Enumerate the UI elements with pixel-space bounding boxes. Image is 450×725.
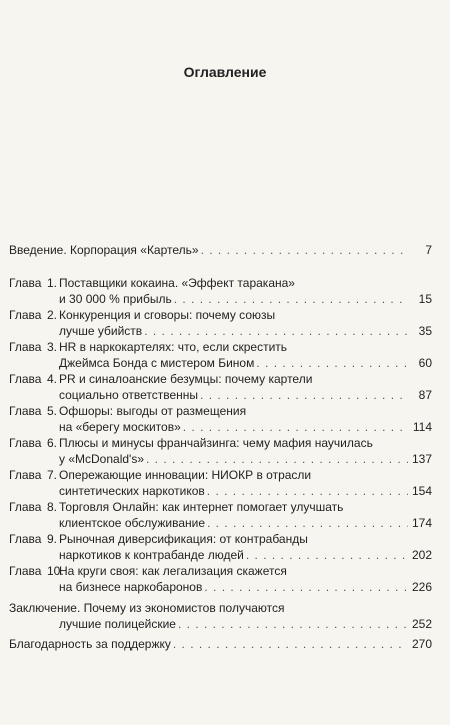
chapter-number: 3.: [47, 340, 58, 354]
chapter-word: Глава: [9, 340, 42, 354]
chapter-word: Глава: [9, 500, 42, 514]
toc-entry-chapter-1: [9, 275, 432, 307]
chapter-title-line1: Конкуренция и сговоры: почему союзы: [59, 308, 276, 322]
intro-page: 7: [425, 243, 432, 257]
toc-entry-chapter-10: [9, 563, 432, 595]
intro-title: Введение. Корпорация «Картель»: [9, 243, 199, 257]
chapter-word: Глава: [9, 276, 42, 290]
chapter-title-line2: наркотиков к контрабанде людей: [59, 548, 244, 562]
toc-entry-chapter-4: [9, 371, 432, 403]
chapter-title-line2: и 30 000 % прибыль: [59, 292, 172, 306]
chapter-title-line1: Поставщики кокаина. «Эффект таракана»: [59, 276, 295, 290]
acknowledgements-title: Благодарность за поддержку: [9, 637, 171, 651]
chapter-number: 1.: [47, 276, 58, 290]
dot-leader: [146, 451, 408, 467]
dot-leader: [204, 579, 408, 595]
chapter-title-line1: Торговля Онлайн: как интернет помогает улучшать: [59, 500, 344, 514]
chapter-word: Глава: [9, 436, 42, 450]
chapter-number: 5.: [47, 404, 58, 418]
dot-leader: [173, 636, 408, 652]
chapter-page: 15: [418, 292, 432, 306]
dot-leader: [200, 387, 408, 403]
chapter-title-line2: у «McDonald's»: [59, 452, 144, 466]
dot-leader: [144, 323, 408, 339]
chapter-number: 10.: [47, 564, 64, 578]
chapter-page: 174: [411, 516, 432, 530]
dot-leader: [246, 547, 408, 563]
dot-leader: [174, 291, 408, 307]
chapter-title-line1: PR и синалоанские безумцы: почему картели: [59, 372, 313, 386]
chapter-word: Глава: [9, 532, 42, 546]
toc-entry-chapter-7: [9, 467, 432, 499]
chapter-title-line2: на «берегу москитов»: [59, 420, 181, 434]
chapter-page: 226: [411, 580, 432, 594]
chapter-title-line1: Офшоры: выгоды от размещения: [59, 404, 247, 418]
chapter-title-line1: Опережающие инновации: НИОКР в отрасли: [59, 468, 312, 482]
chapter-title-line1: На круги своя: как легализация скажется: [59, 564, 287, 578]
dot-leader: [201, 242, 408, 258]
toc-entry-acknowledgements: [9, 636, 432, 652]
conclusion-page: 252: [411, 617, 432, 631]
chapter-title-line2: на бизнесе наркобаронов: [59, 580, 203, 594]
dot-leader: [207, 515, 408, 531]
toc-entry-conclusion: [9, 600, 432, 632]
toc-entry-chapter-6: [9, 435, 432, 467]
chapter-page: 154: [411, 484, 432, 498]
chapter-page: 114: [412, 420, 432, 434]
chapter-number: 9.: [47, 532, 58, 546]
chapter-page: 202: [411, 548, 432, 562]
page-title: Оглавление: [183, 64, 267, 80]
toc-entry-chapter-3: [9, 339, 432, 371]
chapter-page: 35: [418, 324, 432, 338]
toc-entry-chapter-8: [9, 499, 432, 531]
chapter-number: 4.: [47, 372, 58, 386]
chapter-word: Глава: [9, 308, 42, 322]
chapter-title-line2: социально ответственны: [59, 388, 199, 402]
conclusion-title-line2: лучшие полицейские: [59, 617, 176, 631]
chapter-title-line2: клиентское обслуживание: [59, 516, 206, 530]
chapter-number: 7.: [47, 468, 58, 482]
chapter-title-line1: Рыночная диверсификация: от контрабанды: [59, 532, 308, 546]
chapter-word: Глава: [9, 404, 42, 418]
chapter-title-line2: лучше убийств: [59, 324, 143, 338]
chapter-page: 87: [418, 388, 432, 402]
chapter-page: 60: [418, 356, 432, 370]
toc-entry-chapter-9: [9, 531, 432, 563]
dot-leader: [207, 483, 408, 499]
dot-leader: [178, 616, 408, 632]
chapter-number: 8.: [47, 500, 58, 514]
toc-entry-chapter-5: [9, 403, 432, 435]
chapter-word: Глава: [9, 564, 42, 578]
chapter-number: 2.: [47, 308, 58, 322]
chapter-page: 137: [411, 452, 432, 466]
dot-leader: [256, 355, 408, 371]
chapter-title-line1: Плюсы и минусы франчайзинга: чему мафия научилась: [59, 436, 373, 450]
conclusion-title-line1: Заключение. Почему из экономистов получаются: [9, 601, 285, 615]
dot-leader: [183, 419, 408, 435]
chapter-title-line2: Джеймса Бонда с мистером Бином: [59, 356, 255, 370]
chapter-title-line1: HR в наркокартелях: что, если скрестить: [59, 340, 288, 354]
chapter-word: Глава: [9, 468, 42, 482]
toc-entry-intro: [9, 242, 432, 258]
acknowledgements-page: 270: [411, 637, 432, 651]
toc-entry-chapter-2: [9, 307, 432, 339]
chapter-word: Глава: [9, 372, 42, 386]
chapter-title-line2: синтетических наркотиков: [59, 484, 205, 498]
chapter-number: 6.: [47, 436, 58, 450]
